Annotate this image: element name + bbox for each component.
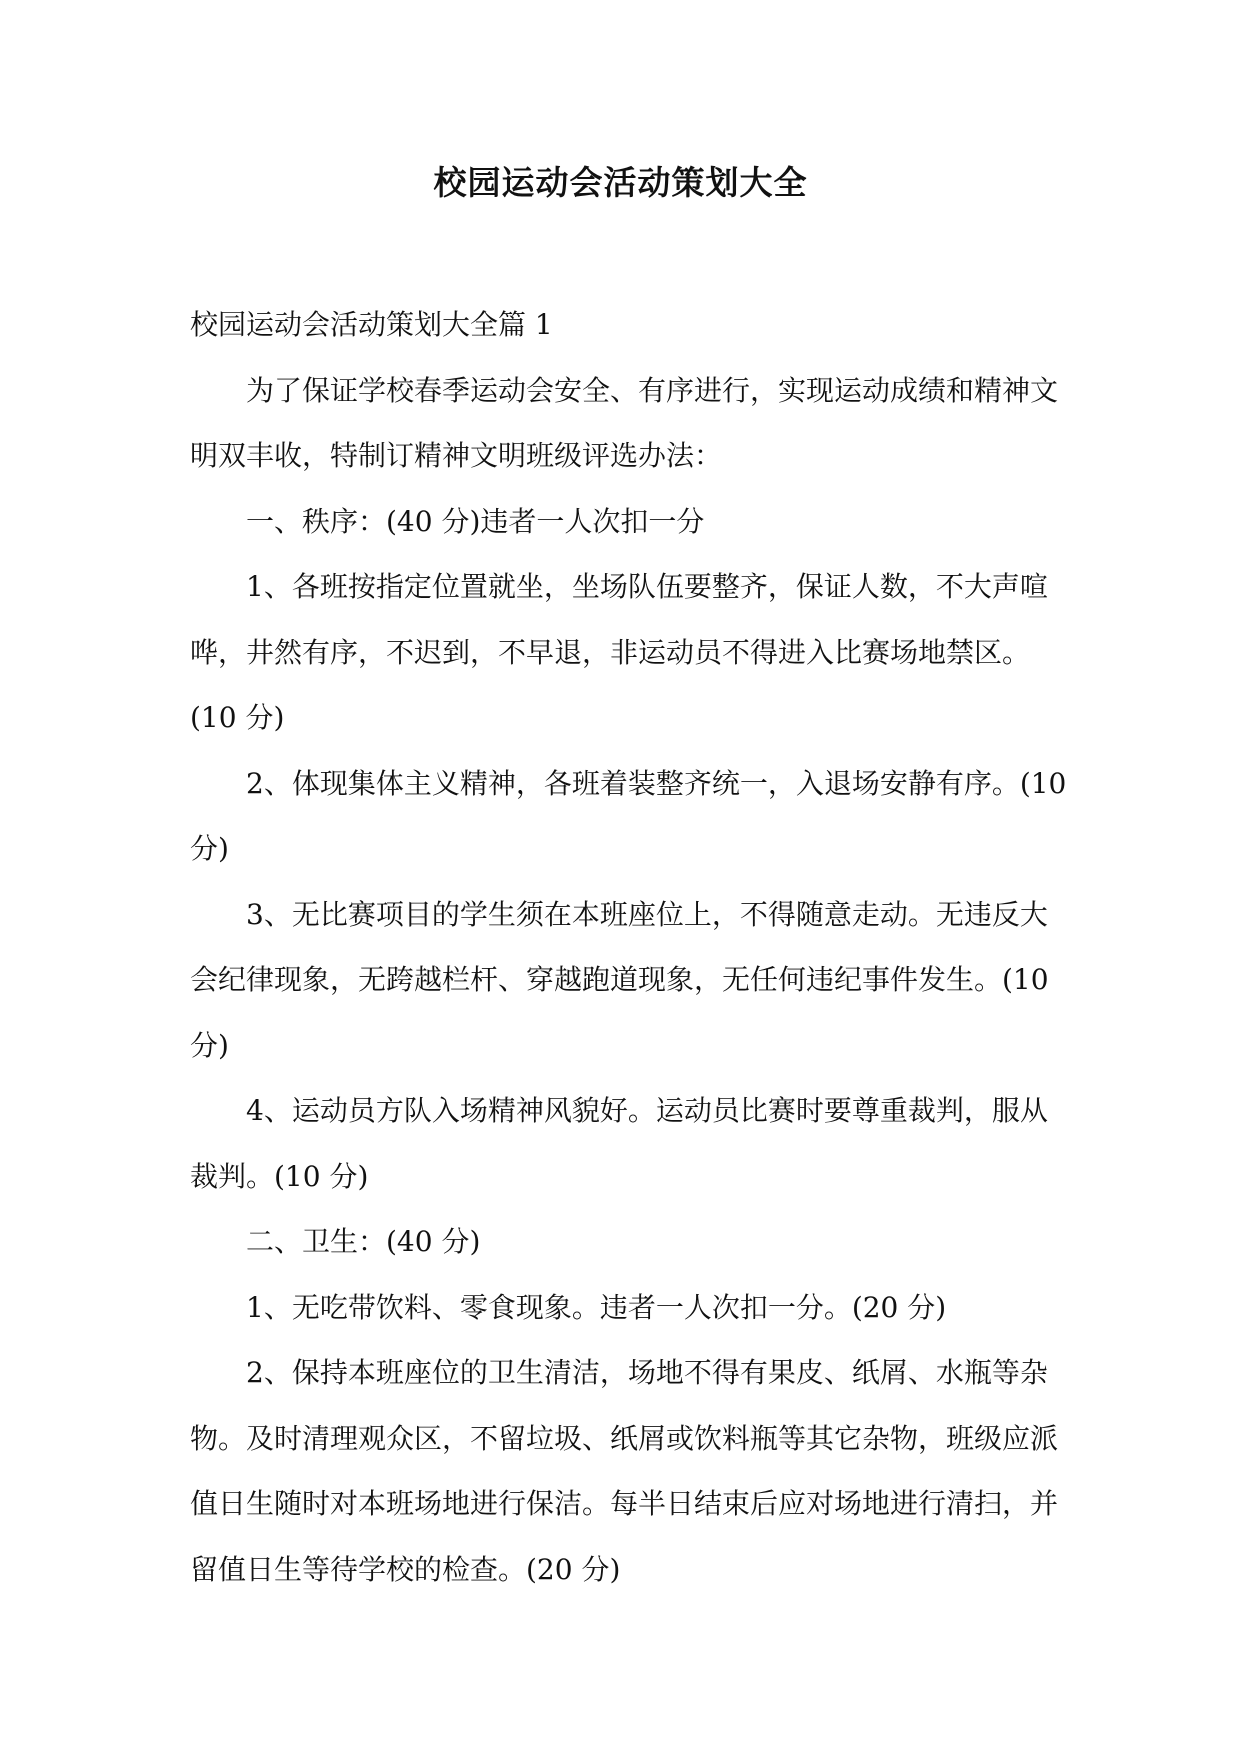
hygiene-section-heading: 二、卫生：(40 分) <box>246 1225 481 1258</box>
document-title: 校园运动会活动策划大全 <box>433 163 808 202</box>
document-body <box>190 292 1070 1602</box>
order-rule-3: 3、无比赛项目的学生须在本班座位上，不得随意走动。无违反大会纪律现象，无跨越栏杆、穿越跑道现象，无任何违纪事件发生。(10 分) <box>190 897 1049 1062</box>
intro-paragraph: 为了保证学校春季运动会安全、有序进行，实现运动成绩和精神文明双丰收，特制订精神文明班级评选办法： <box>190 373 1059 472</box>
order-rule-2: 2、体现集体主义精神，各班着装整齐统一，入退场安静有序。(10 分) <box>190 766 1067 865</box>
order-section-heading: 一、秩序：(40 分)违者一人次扣一分 <box>246 504 705 538</box>
section-heading: 校园运动会活动策划大全篇 1 <box>190 308 553 341</box>
order-rule-1: 1、各班按指定位置就坐，坐场队伍要整齐，保证人数，不大声喧哗，井然有序，不迟到，不早退，非运动员不得进入比赛场地禁区。(10 分) <box>190 570 1048 734</box>
order-rule-4: 4、运动员方队入场精神风貌好。运动员比赛时要尊重裁判，服从裁判。(10 分) <box>190 1094 1048 1193</box>
hygiene-rule-1: 1、无吃带饮料、零食现象。违者一人次扣一分。(20 分) <box>246 1290 947 1324</box>
hygiene-rule-2: 2、保持本班座位的卫生清洁，场地不得有果皮、纸屑、水瓶等杂物。及时清理观众区，不留垃圾、纸屑或饮料瓶等其它杂物，班级应派值日生随时对本班场地进行保洁。每半日结束后应对场地进行清扫，并留值日生等待学校的检查。(20 分) <box>190 1356 1059 1586</box>
